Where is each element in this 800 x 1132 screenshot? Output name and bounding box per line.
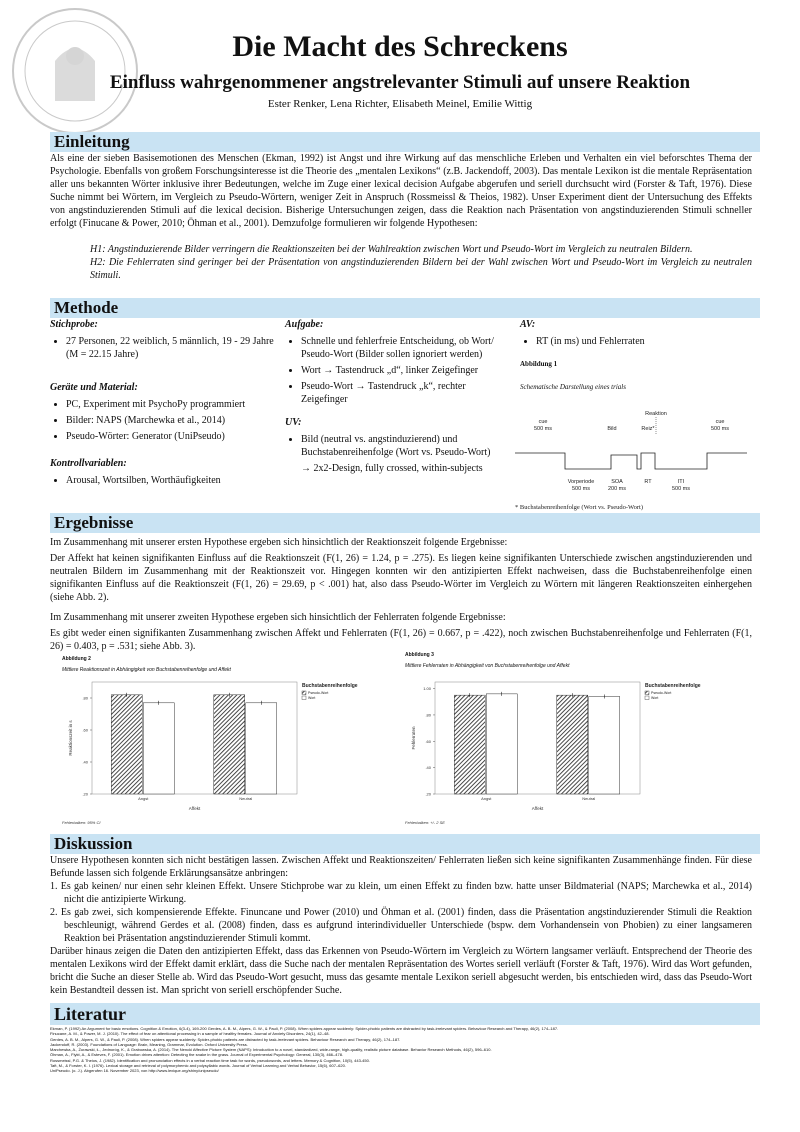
legend-entry: Pseudo-Wort [651,691,672,695]
cue-duration: 500 ms [533,426,553,432]
figure-2 [62,656,392,828]
y-tick-label: .20 [82,791,88,797]
legend-title: Buchstabenreihenfolge [302,683,358,689]
list-item: 1. Es gab keinen/ nur einen sehr kleinen Effekt. Unsere Stichprobe war zu klein, um einen Effekt zu finden bzw. hatte unser Bildmaterial (NAPS; Marchewka et al., 2014) nicht die antizipierte Wirkung. [50,881,752,905]
aufgabe-item: • Pseudo-Wort → Tastendruck „k“, rechter Zeigefinger [301,380,510,406]
chart-note: Fehlerbalken: +/- 2 SE [405,820,445,825]
cue-duration: 500 ms [710,426,730,432]
bar [246,703,277,794]
legend-swatch [302,691,306,695]
y-tick-label: .40 [82,759,88,765]
soa-duration: 200 ms [607,486,627,492]
uv-item: • Bild (neutral vs. angstinduzierend) und Buchstabenreihenfolge (Wort vs. Pseudo-Wort) [301,433,510,459]
legend-entry: Pseudo-Wort [308,691,329,695]
chart-note: Fehlerbalken: 95% CI [62,820,101,825]
x-tick-label: Neutral [239,796,253,801]
figure-3 [405,652,750,828]
soa-label: SOA [611,479,623,485]
reference-item: Rossmeissl, P.G. & Theios, J. (1982). Identification and pronunciation effects in a verbal reaction time task for words, pseudowords, and letters. Memory & Cognition, 10(5), 443-450. [50,1057,370,1063]
uv-heading: UV: [285,417,302,428]
y-tick-label: .80 [82,695,88,701]
figure-3-label: Abbildung 3 [405,652,434,658]
trial-timeline-diagram [515,405,750,515]
error-rate-bar-chart [405,674,750,828]
bild-label: Bild [607,426,617,432]
reference-item: Jackendoff, R. (2003). Foundations of Language: Brain, Meaning, Grammar, Evolution. Oxford University Press. [50,1041,248,1047]
x-axis-label: Affekt [531,806,544,811]
y-tick-label: 1.00 [423,686,431,692]
figure-3-title: Mittlere Fehlerraten in Abhängigkeit von Buchstabenreihenfolge und Affekt [405,663,570,669]
methode-column-1 [50,318,275,497]
poster-subtitle: Einfluss wahrgenommener angstrelevanter Stimuli auf unsere Reaktion [109,72,691,93]
diskussion-list [50,880,752,945]
ergebnisse-p2: Der Affekt hat keinen signifikanten Einfluss auf die Reaktionszeit (F(1, 26) = 1.24, p = .275). Es liegen keine signifikanten Unterschiede zwischen angstinduzierenden und neutralen Bildern im Zusammenhang mit der Reaktionszeit vor. Hingegen konnten wir den antizipierten Effekt nachweisen, dass die Buchstabenreihenfolge einen signifikanten Einfluss auf die Reaktionszeit (F(1, 26) = 29.69, p < .001) hat, also dass Pseudo-Wörter im Vergleich zu Wörtern mit längeren Reaktionszeiten einhergehen (siehe Abb. 2). [50,553,752,603]
reference-item: Ekman, P. (1992) An Argument for basic emotions. Cognition & Emotion, 6(3-4), 169-200 Gerdes, A. B. M., Alpers, G. W., & Pauli, P. (2008). When spiders appear suddenly: Spider-phobic patients are distracted by task-irrelevant spiders. Behaviour Research and Therapy, 46(2), 174–187. [50,1026,559,1031]
reference-item: Taft, M., & Forster, K. I. (1976). Lexical storage and retrieval of polymorphemic and polysyllabic words. Journal of Verbal Learning and Verbal Behavior, 15(6), 607–620. [50,1063,346,1069]
university-seal-logo [10,6,140,136]
rt-label: RT [644,479,652,485]
hypothesis-1: H1: Angstinduzierende Bilder verringern die Reaktionszeiten bei der Wahlreaktion zwischen Wort und Pseudo-Wort im Vergleich zu neutralen Bildern. [90,244,693,255]
reference-item: Gerdes, A. B. M., Alpers, G. W., & Pauli, P. (2008). When spiders appear suddenly: Spider-phobic patients are distracted by task-irrelevant spiders. Behaviour Research and Therapy, 46(2), 174–187. [50,1036,401,1042]
bar [111,695,142,794]
literatur-heading: Literatur [50,1003,760,1025]
stichprobe-heading: Stichprobe: [50,319,98,330]
legend-swatch [645,691,649,695]
av-heading: AV: [520,319,536,330]
y-tick-label: .20 [425,791,431,797]
y-tick-label: .80 [425,712,431,718]
reaktion-label: Reaktion [645,411,667,417]
reaction-time-bar-chart [62,674,392,828]
bar [454,695,485,794]
bar [143,703,174,794]
iti-label: ITI [677,479,685,485]
ergebnisse-heading: Ergebnisse [50,513,760,533]
legend-swatch [645,696,649,700]
figure-1-label: Abbildung 1 [520,360,558,368]
stichprobe-item: • 27 Personen, 22 weiblich, 5 männlich, 19 - 29 Jahre (M = 22.15 Jahre) [66,335,275,361]
bar [214,695,245,794]
av-item: • RT (in ms) und Fehlerraten [536,335,752,348]
aufgabe-item: • Wort → Tastendruck „d“, linker Zeigefinger [301,364,510,377]
figure-2-title: Mittlere Reaktionszeit in Abhängigkeit von Buchstabenreihenfolge und Affekt [62,667,231,673]
hypothesis-2: H2: Die Fehlerraten sind geringer bei der Präsentation von angstinduzierenden Bildern bei der Wahl zwischen Wort und Pseudo-Wort im Vergleich zu neutralen Stimuli. [90,257,752,281]
legend-swatch [302,696,306,700]
authors: Ester Renker, Lena Richter, Elisabeth Meinel, Emilie Wittig [267,98,533,110]
ergebnisse-p3: Im Zusammenhang mit unserer zweiten Hypothese ergeben sich hinsichtlich der Fehlerraten folgende Ergebnisse: [50,612,506,623]
bar [589,696,620,794]
uv-design: → 2x2-Design, fully crossed, within-subjects [301,463,483,474]
cue-label: cue [538,419,548,425]
reference-item: Marchewka, A., Żurawski, Ł., Jednoróg, K., & Grabowska, A. (2014). The Nencki Affective Picture System (NAPS): Introduction to a novel, standardized, wide-range, high-quality, realistic picture database. Behavior Research Methods, 46(2), 596–610. [50,1047,492,1053]
vorperiode-label: Vorperiode [567,479,595,485]
kontroll-heading: Kontrollvariablen: [50,458,127,469]
literatur-list [50,1026,752,1074]
methode-heading: Methode [50,298,760,318]
methode-column-3 [520,318,752,394]
legend-entry: Wort [651,696,659,700]
diskussion-heading: Diskussion [50,834,760,854]
kontroll-item: • Arousal, Wortsilben, Worthäufigkeiten [66,474,275,487]
geraete-item: • Pseudo-Wörter: Generator (UniPseudo) [66,430,275,443]
aufgabe-item: • Schnelle und fehlerfreie Entscheidung, ob Wort/ Pseudo-Wort (Bilder sollen ignoriert werden) [301,335,510,361]
y-tick-label: .60 [425,738,431,744]
y-axis-label: Fehlerraten [411,726,416,750]
ergebnisse-p4: Es gibt weder einen signifikanten Zusammenhang zwischen Affekt und Fehlerraten (F(1, 26) = 0.667, p = .422), noch zwischen Buchstabenreihenfolge und Fehlerraten (F(1, 26) = 0.403, p = .531; siehe Abb. 3). [50,628,752,652]
bar [486,694,517,794]
geraete-item: • Bilder: NAPS (Marchewka et al., 2014) [66,414,275,427]
bar [557,695,588,794]
reference-item: Öhman, A., Flykt, A., & Esteves, F. (2001). Emotion drives attention: Detecting the snake in the grass. Journal of Experimental Psychology: General, 130(3), 466–478. [50,1052,344,1058]
figure-2-label: Abbildung 2 [62,656,91,662]
x-tick-label: Angst [138,796,149,801]
y-axis-label: Reaktionszeit in s [68,720,73,756]
list-item: 2. Es gab zwei, sich kompensierende Effekte. Finuncane und Power (2010) und Öhman et al. (2001) finden, dass die Präsentation angstinduzierender Stimuli die Reaktion beschleunigt, während Gerdes et al. (2008) finden, dass es aufgrund interindividueller Unterschiede (bspw. dem Vorhandensein von Phobien) zu einer langsameren Reaktion bei Präsentation angstinduzierender Stimuli kommt. [50,907,752,944]
figure-1-title: Schematische Darstellung eines trials [520,383,626,391]
figure-1-note: * Buchstabenreihenfolge (Wort vs. Pseudo-Wort) [515,504,644,511]
poster-title: Die Macht des Schreckens [232,30,568,63]
diskussion-p2: Darüber hinaus zeigen die Daten den antizipierten Effekt, dass das Erkennen von Pseudo-Wörtern im Vergleich zu Wörtern langsamer verläuft. Entsprechend der Theorie des mentalen Lexikons wird der Effekt damit erklärt, dass die Suche nach der mentalen Repräsentation des Wortes seriell verläuft (Forster & Taft, 1976). Wird das Wort gefunden, bricht die Suche an dieser Stelle ab. Wird das Pseudo-Wort gesucht, muss das gesamte mentale Lexikon seriell abgesucht werden, bis entschieden wird, dass das Pseudo-Wort kein Bestandteil dessen ist. Man spricht von seriell erschöpfender Suche. [50,946,752,996]
legend-title: Buchstabenreihenfolge [645,683,701,689]
vorperiode-duration: 500 ms [571,486,591,492]
cue-label: cue [715,419,725,425]
reiz-label: Reiz* [641,426,655,432]
x-tick-label: Neutral [582,796,596,801]
reference-item: Finucane, A. M., & Power, M. J. (2010). The effect of fear on attentional processing in a sample of healthy females. Journal of Anxiety Disorders, 24(1), 42–48. [50,1031,330,1037]
aufgabe-heading: Aufgabe: [285,319,324,330]
geraete-heading: Geräte und Material: [50,382,138,393]
einleitung-text: Als eine der sieben Basisemotionen des Menschen (Ekman, 1992) ist Angst und ihre Wirkung auf das menschliche Erleben und Verhalten ein viel beforschtes Thema der Psychologie. Ebenfalls von großem Forschungsinteresse ist die Theorie des „mentalen Lexikons“ (z.B. Jackendoff, 2003). Das mentale Lexikon ist die mentale Repräsentation aller uns bekannten Wörter inklusive ihrer Bedeutungen, welche im Zuge einer lexical decision Aufgabe abgerufen und seriell durchsucht wird (Forster & Taft, 1976). Diese Suche nimmt bei Wörtern, im Vergleich zu Pseudo-Wörtern, weniger Zeit in Anspruch (Rossmeissl & Theios, 1982). Unser Experiment dient der Untersuchung des Effekts von angstinduzierenden Stimuli auf die lexical decision. Bisherige Untersuchungen zeigen, dass die Reaktion nach Präsentation von angstinduzierenden Stimuli schneller erfolgt (Finucane & Power, 2010; Öhman et al., 2001). Demzufolge formulieren wir folgende Hypothesen: [50,153,752,229]
legend-entry: Wort [308,696,316,700]
y-tick-label: .60 [82,727,88,733]
ergebnisse-p1: Im Zusammenhang mit unserer ersten Hypothese ergeben sich hinsichtlich der Reaktionszeit folgende Ergebnisse: [50,537,508,548]
methode-column-2 [285,318,510,475]
diskussion-p1: Unsere Hypothesen konnten sich nicht bestätigen lassen. Zwischen Affekt und Reaktionszeiten/ Fehlerraten ließen sich keine signifikanten Zusammenhänge finden. Für diese Befunde lassen sich folgende Erklärungsansätze anbringen: [50,855,752,879]
geraete-item: • PC, Experiment mit PsychoPy programmiert [66,398,275,411]
iti-duration: 500 ms [671,486,691,492]
x-axis-label: Affekt [188,806,201,811]
einleitung-heading: Einleitung [50,132,760,152]
reference-item: UniPseudo. (o. J.). Abgerufen 16. November 2023, von http://www.lexique.org/shiny/unipseudo/ [50,1068,219,1074]
x-tick-label: Angst [481,796,492,801]
y-tick-label: .40 [425,765,431,771]
